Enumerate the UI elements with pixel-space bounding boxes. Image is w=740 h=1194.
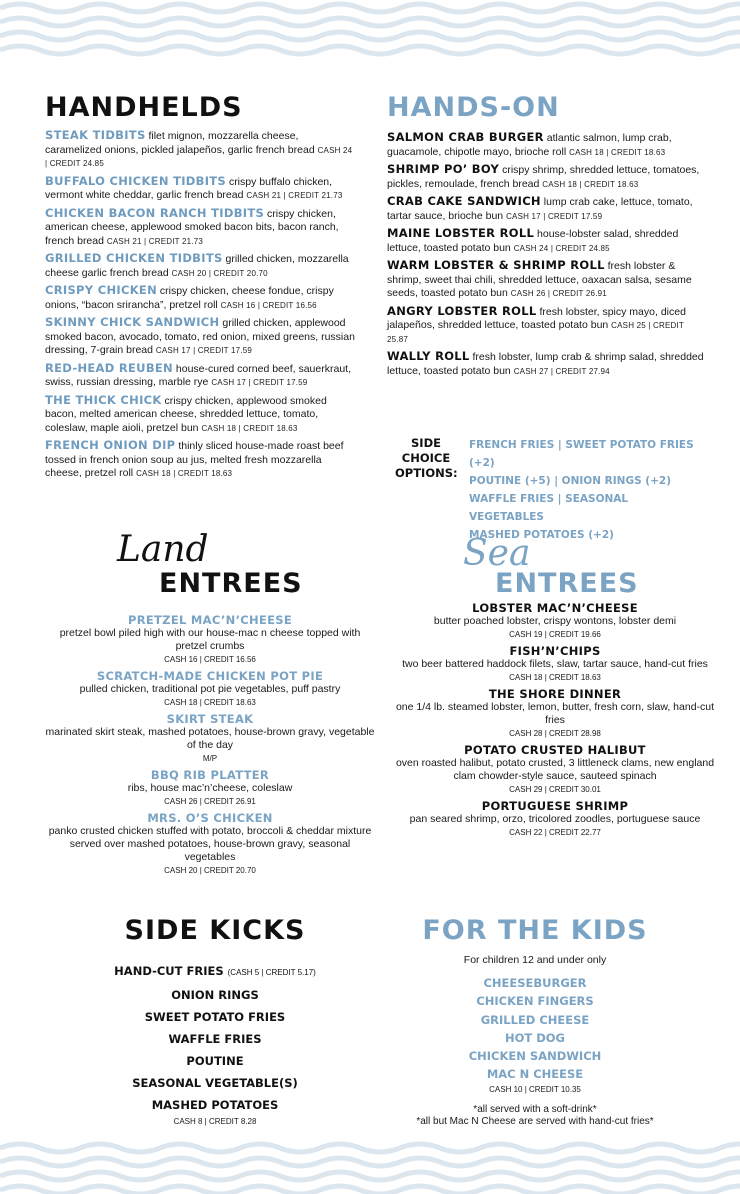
side-option-line: MASHED POTATOES (+2) [469, 529, 614, 541]
entree-price: CASH 29 | CREDIT 30.01 [509, 785, 601, 794]
sea-entrees-list [395, 602, 715, 839]
menu-item [45, 394, 355, 436]
entree-description: butter poached lobster, crispy wontons, lobster demi [433, 615, 677, 627]
kids-item: CHICKEN SANDWICH [468, 1049, 602, 1064]
entree-item [45, 670, 375, 709]
entree-price: CASH 22 | CREDIT 22.77 [509, 828, 601, 837]
entree-price: CASH 26 | CREDIT 26.91 [164, 797, 256, 806]
entree-item [45, 614, 375, 666]
side-choice-label: SIDE CHOICE OPTIONS: [395, 436, 458, 480]
side-option-line: FRENCH FRIES | SWEET POTATO FRIES (+2) [469, 439, 694, 469]
entree-price: CASH 28 | CREDIT 28.98 [509, 729, 601, 738]
entree-item [45, 769, 375, 808]
item-description: fresh lobster, lump crab & shrimp salad, shredded lettuce, toasted potato bun [387, 351, 704, 377]
menu-item [45, 207, 355, 249]
entree-name: POTATO CRUSTED HALIBUT [464, 743, 646, 757]
kids-item: CHEESEBURGER [483, 976, 587, 990]
item-name: MAINE LOBSTER ROLL [387, 226, 535, 240]
item-price: CASH 18 | CREDIT 18.63 [201, 423, 298, 433]
item-name: CRISPY CHICKEN [45, 283, 157, 297]
menu-item [387, 195, 707, 223]
kids-section [390, 915, 680, 1128]
entree-description: pretzel bowl piled high with our house-mac n cheese topped with pretzel crumbs [59, 627, 361, 652]
item-name: ANGRY LOBSTER ROLL [387, 303, 537, 318]
item-description: filet mignon, mozzarella cheese, caramelized onions, pickled jalapeños, garlic french bread [45, 130, 315, 156]
item-name: BUFFALO CHICKEN TIDBITS [45, 173, 227, 188]
sea-entrees-title: ENTREES [495, 568, 639, 599]
item-description: crispy chicken, applewood smoked bacon, melted american cheese, shredded lettuce, tomato, coleslaw, maple aioli, pretzel bun [45, 394, 327, 434]
entree-description: one 1/4 lb. steamed lobster, lemon, butter, fresh corn, slaw, hand-cut fries [395, 701, 715, 726]
item-price: CASH 18 | CREDIT 18.63 [569, 147, 666, 157]
menu-item [387, 305, 707, 347]
entree-price: CASH 18 | CREDIT 18.63 [164, 698, 256, 707]
entree-item [395, 744, 715, 796]
sea-script-title: Sea [463, 533, 531, 574]
menu-item [387, 227, 707, 255]
item-name: GRILLED CHICKEN TIDBITS [45, 251, 223, 265]
item-name: STEAK TIDBITS [45, 128, 146, 142]
menu-item [387, 350, 707, 378]
item-price: CASH 26 | CREDIT 26.91 [510, 289, 607, 298]
item-description: fresh lobster, spicy mayo, diced jalapeños, shredded lettuce, toasted potato bun [387, 305, 686, 331]
menu-item [45, 252, 355, 280]
item-description: crispy buffalo chicken, vermont white cheddar, garlic french bread [45, 175, 333, 201]
item-description: crispy chicken, cheese fondue, crispy onions, “bacon srirancha”, pretzel roll [45, 285, 334, 311]
handson-title: HANDS-ON [387, 92, 560, 123]
menu-item [387, 259, 707, 301]
handhelds-section [45, 92, 355, 485]
entree-description: oven roasted halibut, potato crusted, 3 littleneck clams, new england clam chowder-style sauce, sauteed spinach [395, 757, 715, 782]
entree-item [395, 602, 715, 641]
menu-item [45, 129, 355, 171]
land-script-title: Land [117, 529, 209, 570]
wave-pattern-top [0, 0, 740, 62]
side-option-line: WAFFLE FRIES | SEASONAL VEGETABLES [469, 493, 629, 523]
sidekick-item: SEASONAL VEGETABLE(S) [132, 1076, 298, 1090]
land-entrees-list [45, 614, 375, 877]
land-entrees-section [45, 530, 375, 881]
entree-name: LOBSTER MAC’N’CHEESE [472, 601, 638, 615]
handhelds-title: HANDHELDS [45, 92, 243, 123]
menu-item [45, 439, 355, 481]
entree-name: FISH’N’CHIPS [509, 644, 601, 658]
item-description: house-cured corned beef, sauerkraut, swiss, russian dressing, marble rye [45, 362, 351, 388]
entree-description: marinated skirt steak, mashed potatoes, house-brown gravy, vegetable of the day [45, 726, 375, 751]
entree-name: SKIRT STEAK [166, 712, 254, 726]
entree-price: CASH 19 | CREDIT 19.66 [509, 630, 601, 639]
menu-item [45, 175, 355, 203]
item-name: SHRIMP PO’ BOY [387, 162, 500, 176]
side-option-line: POUTINE (+5) | ONION RINGS (+2) [469, 475, 671, 487]
item-description: house-lobster salad, shredded lettuce, toasted potato bun [387, 228, 679, 254]
sidekicks-price: CASH 8 | CREDIT 8.28 [173, 1117, 257, 1126]
item-price: CASH 16 | CREDIT 16.56 [220, 300, 317, 310]
item-description: crispy chicken, american cheese, applewood smoked bacon bits, bacon ranch, french bread [45, 207, 339, 247]
entree-price: CASH 18 | CREDIT 18.63 [509, 673, 601, 682]
entree-description: ribs, house mac’n’cheese, coleslaw [127, 782, 293, 794]
item-name: CHICKEN BACON RANCH TIDBITS [45, 205, 265, 220]
entree-description: two beer battered haddock filets, slaw, tartar sauce, hand-cut fries [402, 658, 708, 670]
kids-note-fries: *all but Mac N Cheese are served with hand-cut fries* [416, 1115, 654, 1127]
item-price: CASH 18 | CREDIT 18.63 [542, 179, 639, 189]
sidekick-first-price: (CASH 5 | CREDIT 5.17) [227, 968, 316, 977]
item-name: SKINNY CHICK SANDWICH [45, 315, 220, 329]
entree-name: PRETZEL MAC’N’CHEESE [128, 613, 292, 627]
item-name: THE THICK CHICK [45, 392, 162, 407]
kids-item: CHICKEN FINGERS [476, 994, 594, 1009]
sidekicks-section [80, 915, 350, 1126]
sidekick-item: MASHED POTATOES [151, 1098, 279, 1112]
entree-name: BBQ RIB PLATTER [150, 768, 270, 782]
land-entrees-title: ENTREES [159, 568, 303, 599]
handson-list [387, 131, 707, 378]
item-description: grilled chicken, mozzarella cheese garlic french bread [45, 253, 349, 279]
sidekick-item [80, 960, 350, 984]
kids-list [390, 974, 680, 1084]
menu-item [45, 362, 355, 390]
sidekicks-title: SIDE KICKS [124, 915, 306, 946]
entree-name: SCRATCH-MADE CHICKEN POT PIE [96, 669, 324, 683]
entree-price: M/P [202, 754, 218, 763]
entree-item [395, 688, 715, 740]
sidekick-item: SWEET POTATO FRIES [144, 1010, 286, 1024]
item-price: CASH 21 | CREDIT 21.73 [106, 236, 204, 246]
item-name: WALLY ROLL [387, 349, 470, 363]
item-price: CASH 17 | CREDIT 17.59 [211, 378, 308, 387]
item-price: CASH 18 | CREDIT 18.63 [136, 469, 233, 478]
kids-subtitle: For children 12 and under only [463, 954, 607, 966]
entree-item [395, 645, 715, 684]
item-description: fresh lobster & shrimp, sweet thai chili, shredded lettuce, oaxacan salsa, sesame seeds, toasted potato bun [387, 260, 692, 299]
sidekick-item: ONION RINGS [171, 988, 259, 1002]
handson-section [387, 92, 707, 382]
item-price: CASH 21 | CREDIT 21.73 [246, 191, 343, 200]
item-description: thinly sliced house-made roast beef tossed in french onion soup au jus, melted fresh mozzarella cheese, pretzel roll [45, 440, 344, 479]
kids-title: FOR THE KIDS [422, 915, 648, 946]
entree-name: PORTUGUESE SHRIMP [481, 799, 629, 813]
entree-name: THE SHORE DINNER [488, 687, 622, 701]
entree-item [395, 800, 715, 839]
menu-item [45, 284, 355, 312]
menu-item [387, 131, 707, 159]
menu-item [387, 163, 707, 191]
item-price: CASH 24 | CREDIT 24.85 [45, 145, 353, 168]
wave-pattern-bottom [0, 1138, 740, 1194]
entree-price: CASH 16 | CREDIT 16.56 [164, 655, 256, 664]
menu-item [45, 316, 355, 358]
item-name: CRAB CAKE SANDWICH [387, 194, 541, 208]
item-price: CASH 20 | CREDIT 20.70 [171, 268, 268, 278]
item-description: grilled chicken, applewood smoked bacon, avocado, tomato, red onion, mixed greens, russian dressing, 7-grain bread [45, 317, 355, 356]
item-description: crispy shrimp, shredded lettuce, tomatoes, pickles, remoulade, french bread [387, 164, 700, 190]
item-price: CASH 24 | CREDIT 24.85 [513, 243, 610, 253]
entree-name: MRS. O’S CHICKEN [147, 811, 273, 825]
kids-item: MAC N CHEESE [486, 1067, 584, 1082]
entree-description: pulled chicken, traditional pot pie vegetables, puff pastry [79, 683, 341, 695]
sidekicks-list [80, 984, 350, 1116]
item-price: CASH 25 | CREDIT 25.87 [387, 321, 684, 344]
sidekick-item: POUTINE [186, 1054, 244, 1068]
item-description: lump crab cake, lettuce, tomato, tartar sauce, brioche bun [387, 196, 693, 222]
kids-item: GRILLED CHEESE [480, 1012, 590, 1027]
item-name: SALMON CRAB BURGER [387, 130, 544, 144]
entree-item [45, 812, 375, 877]
entree-price: CASH 20 | CREDIT 20.70 [164, 866, 256, 875]
handhelds-list [45, 129, 355, 481]
kids-item: HOT DOG [504, 1030, 565, 1045]
item-name: RED-HEAD REUBEN [45, 360, 173, 375]
sidekick-first-name: HAND-CUT FRIES [114, 964, 224, 978]
item-price: CASH 17 | CREDIT 17.59 [155, 346, 253, 355]
item-description: atlantic salmon, lump crab, guacamole, chipotle mayo, brioche roll [387, 132, 672, 158]
entree-description: pan seared shrimp, orzo, tricolored zoodles, portuguese sauce [409, 813, 701, 825]
item-name: FRENCH ONION DIP [45, 438, 176, 452]
entree-description: panko crusted chicken stuffed with potato, broccoli & cheddar mixture served over mashed potatoes, house-brown gravy, seasonal vegetables [48, 825, 372, 863]
item-price: CASH 17 | CREDIT 17.59 [506, 211, 603, 221]
sea-entrees-section [395, 530, 715, 843]
item-name: WARM LOBSTER & SHRIMP ROLL [387, 258, 605, 272]
item-price: CASH 27 | CREDIT 27.94 [513, 366, 610, 376]
sidekick-item: WAFFLE FRIES [168, 1032, 262, 1046]
entree-item [45, 713, 375, 765]
kids-note-drink: *all served with a soft-drink* [473, 1103, 597, 1115]
kids-price: CASH 10 | CREDIT 10.35 [489, 1084, 581, 1094]
side-choice-list [469, 436, 699, 544]
